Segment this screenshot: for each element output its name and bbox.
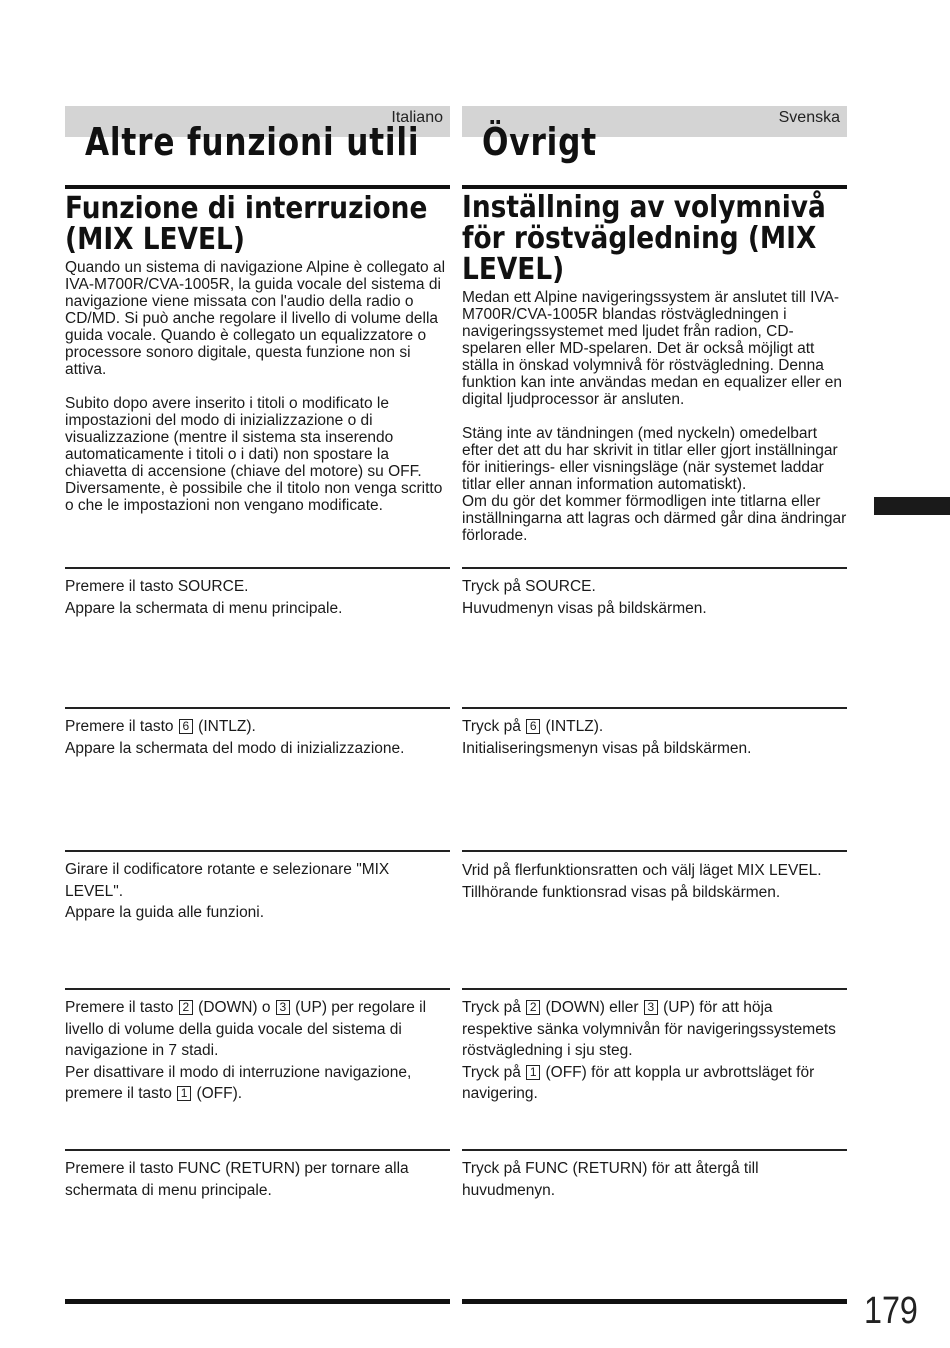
divider [462, 185, 847, 189]
step-text: Premere il tasto FUNC (RETURN) per tornare alla schermata di menu principale. [65, 1160, 409, 1199]
step-text: Premere il tasto SOURCE. [65, 578, 249, 595]
section-title: Inställning av volymnivå för röstvägledning (MIX LEVEL) [462, 190, 826, 287]
page-number: 179 [864, 1290, 918, 1332]
language-label: Svenska [778, 109, 840, 126]
step-text: Tryck på 2 (DOWN) eller 3 (UP) för att höja respektive sänka volymnivån för navigeringssystemets röstvägledning i sju steg. [462, 999, 836, 1059]
step-divider [462, 707, 847, 709]
step-text: Tryck på FUNC (RETURN) för att återgå till huvudmenyn. [462, 1160, 759, 1199]
step-divider [462, 1149, 847, 1151]
step-text: Tryck på 1 (OFF) för att koppla ur avbrottsläget för navigering. [462, 1063, 815, 1102]
step-text: Tillhörande funktionsrad visas på bildskärmen. [462, 883, 781, 901]
step-text: Appare la schermata di menu principale. [65, 599, 343, 617]
section-tab-marker [874, 497, 950, 515]
step-5 [65, 1158, 450, 1201]
step-divider [462, 850, 847, 852]
step-text: Vrid på flerfunktionsratten och välj läget MIX LEVEL. [462, 862, 822, 879]
step-2 [462, 716, 847, 759]
divider [65, 185, 450, 189]
step-divider [462, 567, 847, 569]
page-title: Altre funzioni utili [85, 120, 420, 164]
step-text: Appare la guida alle funzioni. [65, 904, 265, 921]
step-5 [462, 1158, 847, 1201]
intro-paragraph: Stäng inte av tändningen (med nyckeln) omedelbart efter det att du har skrivit in titlar eller gjort inställningar för initierings- eller visningsläge (när systemet laddar titlar eller annan information automatiskt). [462, 425, 838, 493]
intro-paragraph: Medan ett Alpine navigeringssystem är anslutet till IVA-M700R/CVA-1005R blandas röstvägledningen i navigeringssystemet med ljudet från radion, CD-spelaren eller MD-spelaren. Det är också möjligt att ställa in önskad volymnivå för röstvägledning. Denna funktion kan inte användas medan en equalizer eller en digital ljudprocessor är ansluten. [462, 289, 843, 408]
key-2-icon: 2 [526, 1000, 540, 1015]
step-text: Tryck på SOURCE. [462, 578, 596, 595]
step-divider [462, 988, 847, 990]
key-1-icon: 1 [526, 1065, 540, 1080]
key-3-icon: 3 [644, 1000, 658, 1015]
step-text: Huvudmenyn visas på bildskärmen. [462, 599, 707, 617]
step-1 [462, 576, 847, 619]
bottom-rule [462, 1299, 847, 1304]
step-3 [65, 859, 450, 924]
step-text: Premere il tasto 6 (INTLZ). [65, 718, 256, 735]
step-text: Per disattivare il modo di interruzione navigazione, premere il tasto 1 (OFF). [65, 1063, 412, 1102]
key-2-icon: 2 [179, 1000, 193, 1015]
section-title: Funzione di interruzione (MIX LEVEL) [65, 191, 428, 257]
step-divider [65, 988, 450, 990]
intro-paragraph: Quando un sistema di navigazione Alpine è collegato al IVA-M700R/CVA-1005R, la guida vocale del sistema di navigazione viene missata con l'audio della radio o CD/MD. Si può anche regolare il livello di volume della guida vocale. Quando è collegato un equalizzatore o processore sonoro digitale, questa funzione non si attiva. [65, 259, 446, 378]
step-4 [462, 997, 847, 1105]
step-text: Tryck på 6 (INTLZ). [462, 718, 604, 735]
intro-paragraph: Diversamente, è possibile che il titolo non venga scritto o che le impostazioni non vengano modificate. [65, 480, 443, 514]
step-divider [65, 567, 450, 569]
key-6-icon: 6 [179, 719, 193, 734]
key-6-icon: 6 [526, 719, 540, 734]
intro-paragraph: Subito dopo avere inserito i titoli o modificato le impostazioni del modo di inizializzazione o di visualizzazione (mentre il sistema sta inserendo automaticamente i titoli o i dati) non spostare la chiavetta di accensione (chiave del motore) su OFF. [65, 395, 422, 480]
step-3 [462, 860, 847, 903]
step-4 [65, 997, 450, 1105]
page-title: Övrigt [482, 120, 597, 164]
step-divider [65, 707, 450, 709]
intro-text [65, 259, 450, 514]
step-1 [65, 576, 450, 619]
step-text: Initialiseringsmenyn visas på bildskärmen. [462, 739, 752, 757]
language-label: Italiano [391, 109, 443, 126]
step-text: Premere il tasto 2 (DOWN) o 3 (UP) per regolare il livello di volume della guida vocale del sistema di navigazione in 7 stadi. [65, 999, 427, 1059]
intro-text [462, 289, 847, 544]
bottom-rule [65, 1299, 450, 1304]
step-divider [65, 1149, 450, 1151]
key-1-icon: 1 [177, 1086, 191, 1101]
intro-paragraph: Om du gör det kommer förmodligen inte titlarna eller inställningarna att lagras och därmed går dina ändringar förlorade. [462, 493, 847, 544]
step-2 [65, 716, 450, 759]
step-text: Girare il codificatore rotante e selezionare "MIX LEVEL". [65, 861, 390, 900]
step-divider [65, 850, 450, 852]
step-text: Appare la schermata del modo di inizializzazione. [65, 739, 405, 757]
key-3-icon: 3 [276, 1000, 290, 1015]
